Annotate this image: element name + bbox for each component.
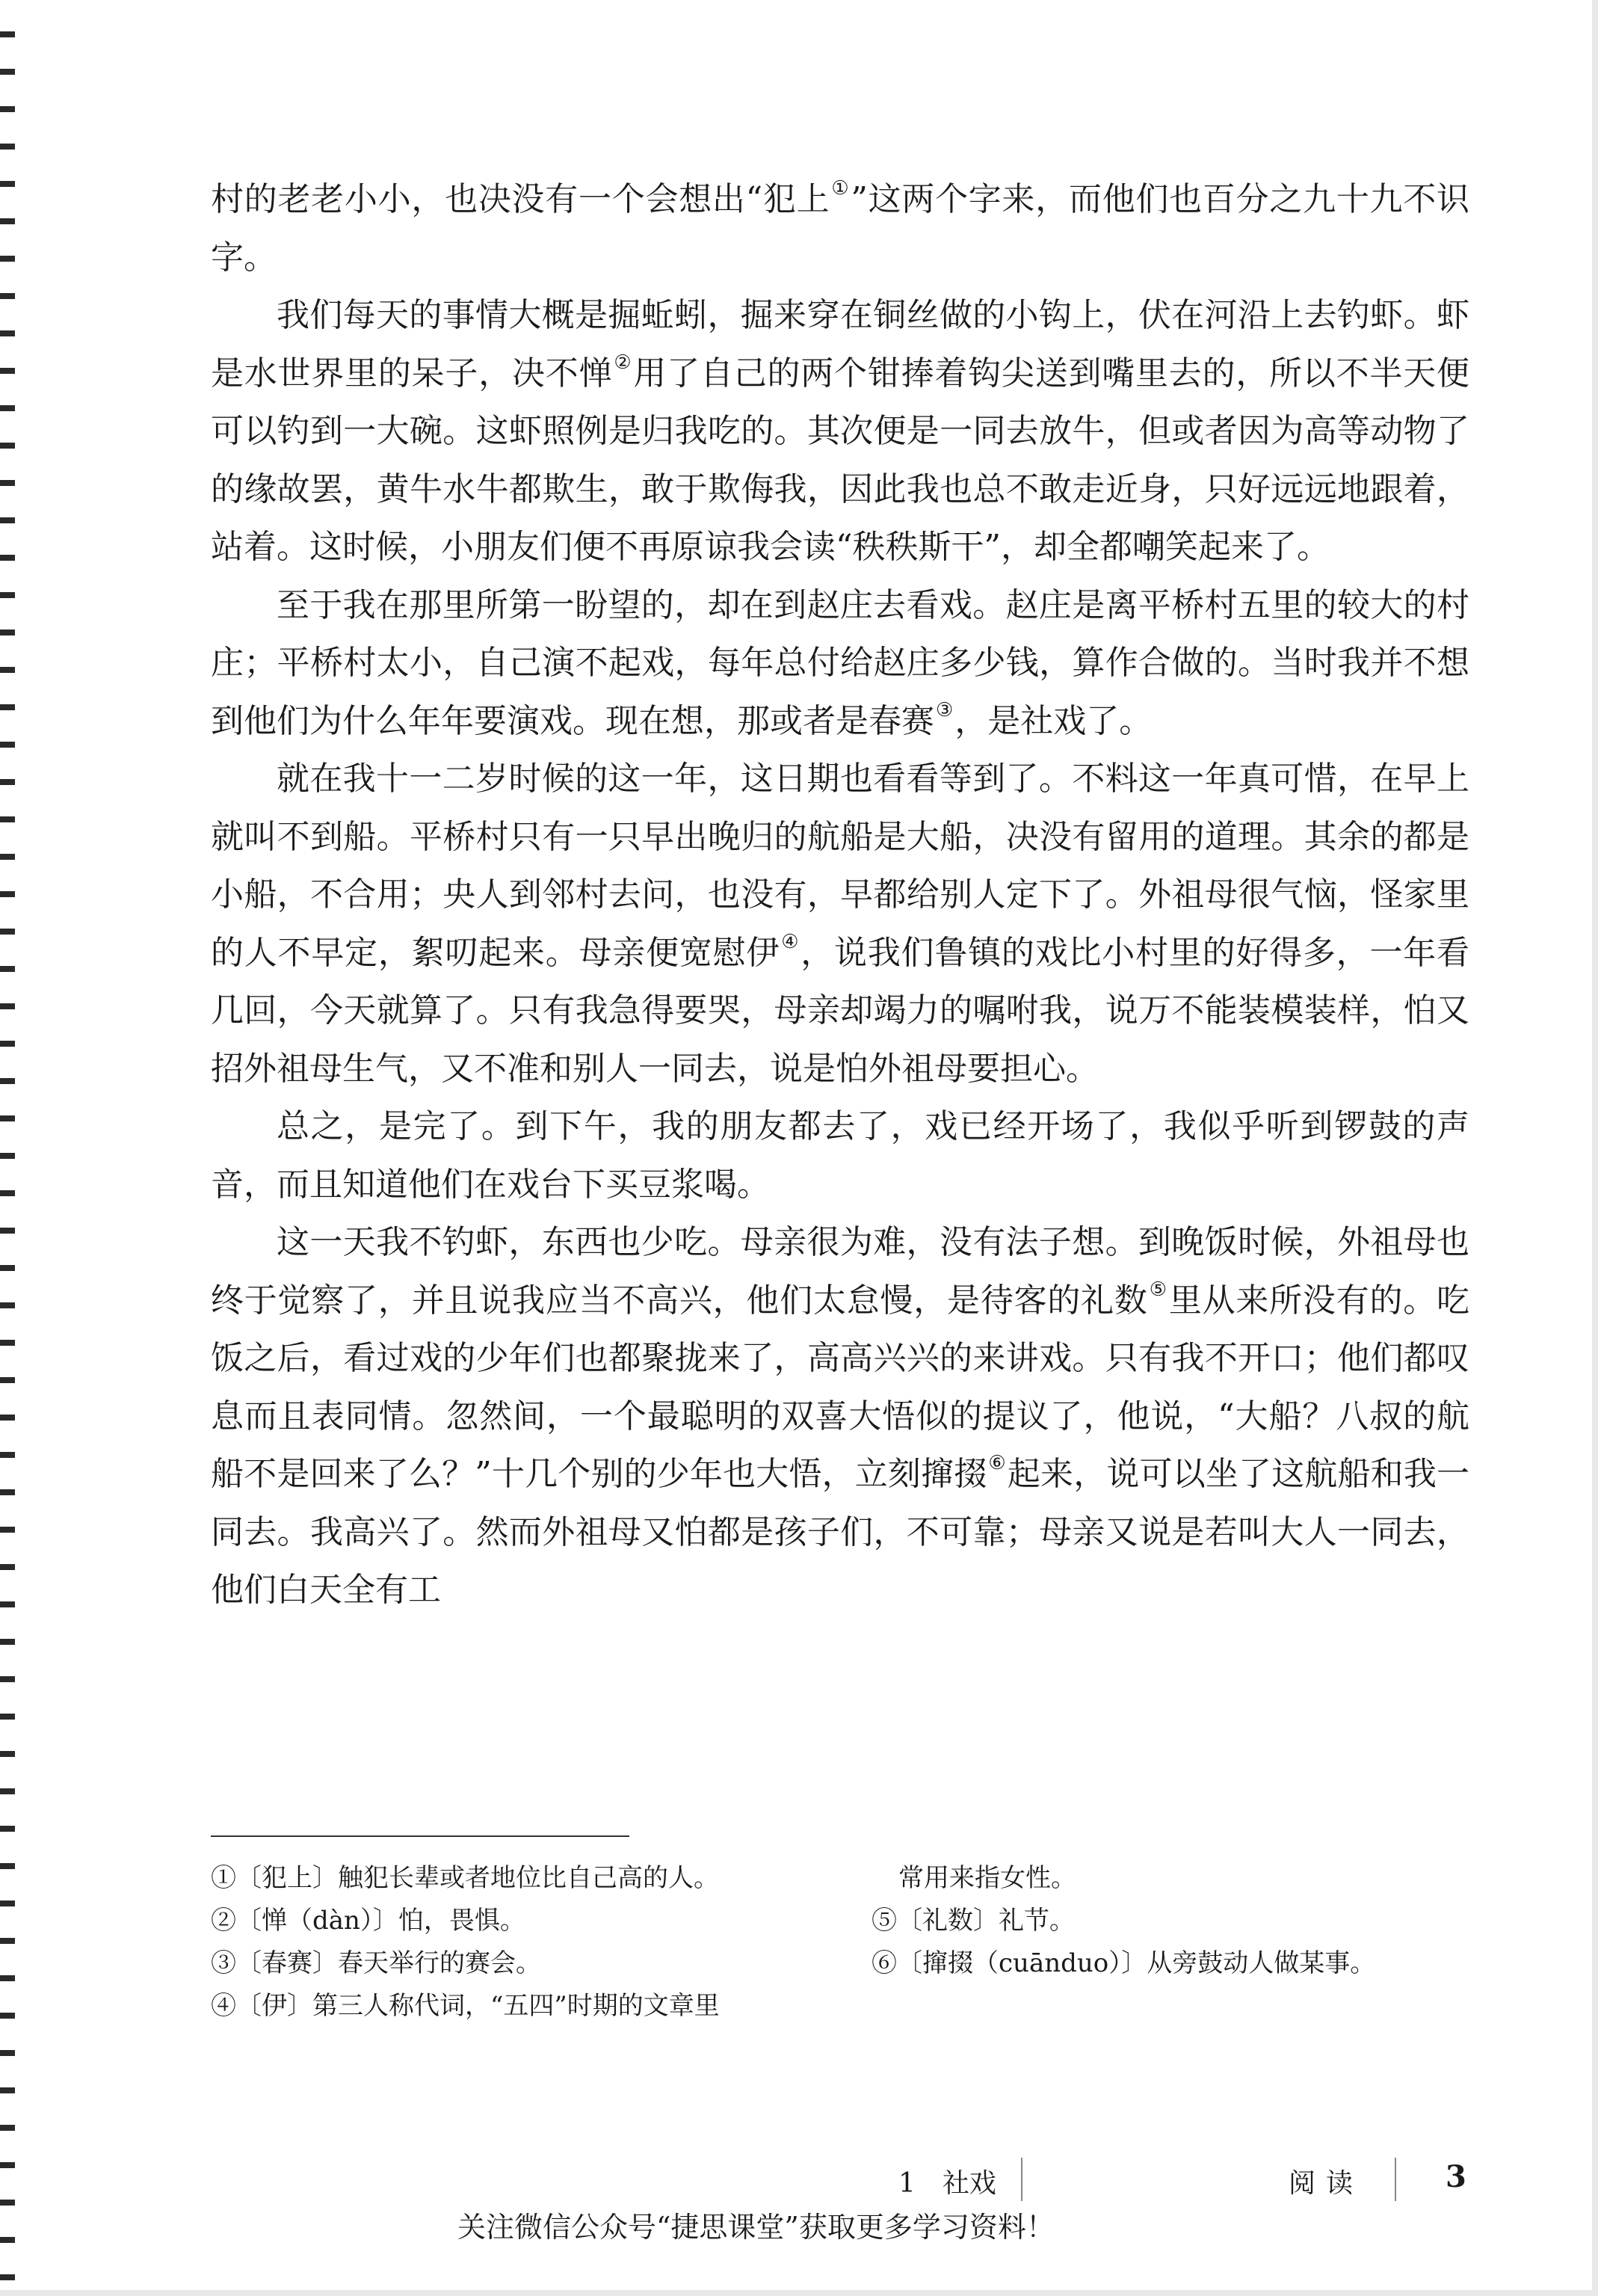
paragraph-6 xyxy=(211,1213,1469,1619)
scan-bottom-edge xyxy=(0,2290,1598,2296)
paragraph-2-text-a: 我们每天的事情大概是掘蚯蚓，掘来穿在铜丝做的小钩上，伏在河沿上去钓虾。虾是水世界里的呆子，决不惮 xyxy=(211,296,1469,393)
footnote-ref-1: ① xyxy=(831,177,850,200)
paragraph-1-text-a: 村的老老小小，也决没有一个会想出“犯上 xyxy=(211,180,830,218)
footnote-4: ④〔伊〕第三人称代词，“五四”时期的文章里 xyxy=(211,1991,720,2021)
paragraph-6-text-a: 这一天我不钓虾，东西也少吃。母亲很为难，没有法子想。到晚饭时候，外祖母也终于觉察了，并且说我应当不高兴，他们太怠慢，是待客的礼数 xyxy=(211,1223,1469,1320)
paragraph-2-text-b: 用了自己的两个钳捧着钩尖送到嘴里去的，所以不半天便可以钓到一大碗。这虾照例是归我吃的。其次便是一同去放牛，但或者因为高等动物了的缘故罢，黄牛水牛都欺生，敢于欺侮我，因此我也总不敢走近身，只好远远地跟着，站着。这时候，小朋友们便不再原谅我会读“秩秩斯干”，却全都嘲笑起来了。 xyxy=(211,354,1470,566)
footer-section-label: 阅读 xyxy=(1289,2168,1364,2199)
footnote-1: ①〔犯上〕触犯长辈或者地位比自己高的人。 xyxy=(211,1863,719,1893)
paragraph-2 xyxy=(211,286,1469,576)
paragraph-1 xyxy=(211,170,1469,286)
footnote-2: ②〔惮（dàn）〕怕，畏惧。 xyxy=(211,1906,525,1936)
paragraph-5-text: 总之，是完了。到下午，我的朋友都去了，戏已经开场了，我似乎听到锣鼓的声音，而且知道他们在戏台下买豆浆喝。 xyxy=(211,1107,1469,1204)
footer-separator xyxy=(1021,2158,1022,2201)
paragraph-4-text-a: 就在我十一二岁时候的这一年，这日期也看看等到了。不料这一年真可惜，在早上就叫不到船。平桥村只有一只早出晚归的航船是大船，决没有留用的道理。其余的都是小船，不合用；央人到邻村去问，也没有，早都给别人定下了。外祖母很气恼，怪家里的人不早定，絮叨起来。母亲便宽慰伊 xyxy=(211,760,1469,972)
paragraph-5 xyxy=(211,1098,1469,1213)
paragraph-3-text-a: 至于我在那里所第一盼望的，却在到赵庄去看戏。赵庄是离平桥村五里的较大的村庄；平桥村太小，自己演不起戏，每年总付给赵庄多少钱，算作合做的。当时我并不想到他们为什么年年要演戏。现在想，那或者是春赛 xyxy=(211,585,1469,740)
footnote-divider xyxy=(211,1835,629,1837)
main-text xyxy=(211,170,1469,1619)
footnote-5: ⑤〔礼数〕礼节。 xyxy=(872,1906,1075,1936)
paragraph-6-text-b: 里从来所没有的。吃饭之后，看过戏的少年们也都聚拢来了，高高兴兴的来讲戏。只有我不开口；他们都叹息而且表同情。忽然间，一个最聪明的双喜大悟似的提议了，他说，“大船？八叔的航船不是回来了么？”十几个别的少年也大悟，立刻撺掇 xyxy=(211,1281,1470,1493)
footnote-ref-2: ② xyxy=(614,351,632,374)
footer-separator xyxy=(1395,2158,1396,2201)
footnote-ref-4: ④ xyxy=(781,930,800,953)
footnote-ref-5: ⑤ xyxy=(1149,1278,1167,1301)
paragraph-3-text-b: ，是社戏了。 xyxy=(954,701,1153,740)
scan-right-edge xyxy=(1592,0,1598,2296)
scan-binding-edge xyxy=(0,0,15,2296)
footnotes-left-column xyxy=(211,1857,854,2028)
paragraph-1-text-b: ”这两个字来，而他们也百分之九十九不识字。 xyxy=(211,180,1469,277)
page-number: 3 xyxy=(1446,2159,1466,2194)
watermark-text: 关注微信公众号“捷思课堂”获取更多学习资料！ xyxy=(457,2211,1055,2244)
footnote-6: ⑥〔撺掇（cuānduo）〕从旁鼓动人做某事。 xyxy=(872,1948,1376,1978)
footnote-4-continued: 常用来指女性。 xyxy=(898,1863,1076,1893)
paragraph-4 xyxy=(211,750,1469,1098)
footnotes-right-column xyxy=(872,1857,1514,1985)
paragraph-6-text-c: 起来，说可以坐了这航船和我一同去。我高兴了。然而外祖母又怕都是孩子们，不可靠；母亲又说是若叫大人一同去，他们白天全有工 xyxy=(211,1455,1470,1609)
paragraph-3 xyxy=(211,576,1469,751)
footer-chapter-title: 1 社戏 xyxy=(898,2168,996,2199)
footnote-3: ③〔春赛〕春天举行的赛会。 xyxy=(211,1948,541,1978)
footnote-ref-6: ⑥ xyxy=(988,1452,1006,1475)
footnote-ref-3: ③ xyxy=(936,698,954,721)
paragraph-4-text-b: ，说我们鲁镇的戏比小村里的好得多，一年看几回，今天就算了。只有我急得要哭，母亲却竭力的嘱咐我，说万不能装模装样，怕又招外祖母生气，又不准和别人一同去，说是怕外祖母要担心。 xyxy=(211,933,1470,1088)
